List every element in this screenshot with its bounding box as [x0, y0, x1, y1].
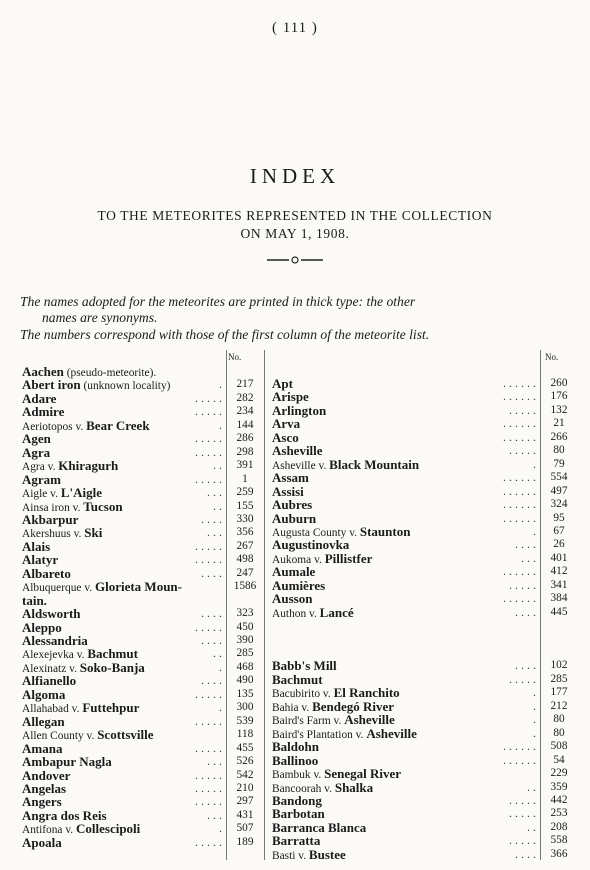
entry-number: 102	[550, 659, 568, 672]
entry-name-synonym: Asheville v.	[272, 459, 330, 472]
entry-name-adopted: Apt	[272, 376, 293, 391]
entry-name-synonym: Allen County v.	[22, 730, 98, 743]
entry-number: 144	[236, 418, 254, 431]
entry-name-adopted: Auburn	[272, 510, 317, 526]
leader-dots: . . . .	[201, 633, 222, 647]
entry-name	[272, 847, 346, 864]
entry-name-adopted: Asheville	[272, 443, 323, 459]
entry-number: 391	[236, 459, 254, 472]
leader-dots: . . . . .	[195, 740, 222, 755]
leader-dots: . . . . .	[509, 806, 536, 821]
entry-number: 21	[553, 417, 565, 430]
entry-name-synonym: Antifona v.	[22, 824, 76, 837]
entry-name-adopted: Bendegó River	[312, 698, 395, 714]
entry-number: 80	[553, 713, 565, 726]
leader-dots: . . .	[207, 525, 222, 540]
entry-number: 539	[236, 714, 254, 727]
entry-number: 208	[550, 820, 568, 833]
leader-dots: . . . . . .	[503, 389, 536, 404]
entry-name-adopted: Algoma	[22, 686, 66, 702]
leader-dots: . . . . .	[195, 780, 222, 795]
leader-dots: . . . . .	[509, 671, 536, 686]
entry-number: 176	[550, 390, 568, 403]
leader-dots: . . . . . .	[503, 429, 536, 444]
entry-number: 210	[236, 781, 254, 794]
entry-number: 217	[236, 378, 254, 391]
entry-number: 26	[553, 538, 565, 551]
entry-name-synonym: Akershuus v.	[22, 528, 85, 541]
entry-name-adopted: Bear Creek	[86, 417, 150, 433]
leader-dots: . . . . . .	[503, 497, 536, 512]
entry-name-synonym: Aeriotopos v.	[22, 420, 87, 433]
entry-name-synonym: Aigle v.	[22, 488, 61, 501]
entry-name-adopted: Angelas	[22, 780, 67, 796]
entry-name-synonym: Aukoma v.	[272, 553, 325, 566]
entry-name-adopted: Ski	[84, 525, 103, 541]
entry-name-adopted: Barbotan	[272, 806, 325, 822]
leader-dots: . .	[213, 498, 222, 513]
leader-dots: . .	[527, 819, 536, 834]
leader-dots: . . .	[207, 485, 222, 500]
entry-name-adopted: Agram	[22, 471, 61, 487]
entry-number: 366	[550, 847, 568, 860]
entry-name-adopted: Senegal River	[324, 766, 402, 782]
entry-name-adopted: Ausson	[272, 591, 313, 607]
entry-name-adopted: Angra dos Reis	[22, 807, 107, 823]
entry-number: 498	[236, 553, 254, 566]
entry-name-adopted: Alatyr	[22, 552, 59, 568]
note-line-1	[20, 294, 415, 326]
leader-dots: .	[533, 725, 536, 740]
entry-name-adopted: Babb's Mill	[272, 658, 337, 674]
entry-name-adopted: Andover	[22, 767, 71, 783]
entry-number: 431	[236, 808, 254, 821]
leader-dots: . . . .	[515, 604, 536, 619]
leader-dots: . . . . . .	[503, 752, 536, 767]
entry-name-adopted: Agra	[22, 444, 51, 460]
entry-name-adopted: tain.	[22, 592, 47, 608]
leader-dots: . . .	[207, 807, 222, 822]
entry-name-adopted: Pillistfer	[324, 550, 373, 566]
entry-name-adopted: Futtehpur	[82, 700, 140, 716]
leader-dots: .	[533, 685, 536, 700]
entry-name-adopted: Admire	[22, 404, 65, 420]
leader-dots: . . . . .	[195, 713, 222, 728]
leader-dots: . . . .	[515, 537, 536, 552]
entry-number: 229	[550, 767, 568, 780]
leader-dots: . . . . .	[195, 767, 222, 782]
entry-number: 384	[550, 592, 568, 605]
leader-dots: . . . . .	[509, 792, 536, 807]
leader-dots: . . . . . .	[503, 416, 536, 431]
entry-name-adopted: Bachmut	[87, 646, 138, 662]
leader-dots: .	[533, 698, 536, 713]
subtitle-line-1: TO THE METEORITES REPRESENTED IN THE COLLECTION	[97, 208, 493, 223]
entry-name-adopted: Albareto	[22, 565, 71, 581]
entry-name-adopted: Black Mountain	[329, 456, 420, 472]
leader-dots: . . . . .	[195, 444, 222, 459]
entry-number: 189	[236, 835, 254, 848]
entry-number: 67	[553, 524, 565, 537]
leader-dots: . .	[213, 646, 222, 661]
entry-number: 526	[236, 755, 254, 768]
entry-name-synonym: Basti v.	[272, 849, 309, 862]
entry-name-adopted: L'Aigle	[60, 485, 102, 501]
leader-dots: . . . .	[201, 565, 222, 580]
entry-name-synonym: (unknown locality)	[80, 380, 171, 393]
entry-number: 132	[550, 403, 568, 416]
entry-name-adopted: Lancé	[319, 604, 354, 620]
entry-name-synonym: (pseudo-meteorite).	[63, 367, 157, 379]
entry-name-synonym: Albuquerque v.	[22, 582, 95, 595]
entry-number: 177	[550, 686, 568, 699]
entry-number: 95	[553, 511, 565, 524]
entry-name-adopted: Ballinoo	[272, 752, 319, 768]
leader-dots: . . . . .	[195, 552, 222, 567]
entry-name-adopted: Aubres	[272, 497, 313, 513]
note-line-1-continuation: names are synonyms.	[42, 310, 158, 326]
leader-dots: . . . . .	[509, 443, 536, 458]
entry-number: 260	[550, 377, 568, 389]
entry-number: 80	[553, 444, 565, 457]
entry-name-adopted: Glorieta Moun-	[94, 579, 182, 595]
entry-name-adopted: Amana	[22, 740, 63, 756]
entry-name-adopted: El Ranchito	[333, 685, 400, 701]
leader-dots: . . . .	[201, 606, 222, 621]
leader-dots: .	[533, 712, 536, 727]
entry-name-adopted: Collescipoli	[76, 821, 141, 837]
leader-dots: .	[219, 659, 222, 674]
entry-name-synonym: Agra v.	[22, 461, 59, 474]
entry-name-synonym: Authon v.	[272, 607, 320, 620]
entry-name-adopted: Aachen	[22, 364, 64, 379]
entry-number: 212	[550, 699, 568, 712]
entry-number: 286	[236, 432, 254, 445]
entry-name-adopted: Bustee	[308, 846, 346, 862]
leader-dots: .	[219, 700, 222, 715]
entry-name-adopted: Barranca Blanca	[272, 819, 367, 835]
entry-name-adopted: Aldsworth	[22, 606, 81, 622]
note-line-2: The numbers correspond with those of the first column of the meteorite list.	[20, 327, 430, 342]
entry-name-adopted: Adare	[22, 390, 57, 406]
entry-number: 508	[550, 740, 568, 753]
leader-dots: .	[219, 821, 222, 836]
number-column-header-left: No.	[228, 352, 242, 362]
entry-name-synonym: Alexinatz v.	[22, 662, 80, 675]
entry-name-adopted: Akbarpur	[22, 511, 79, 527]
entry-number: 297	[236, 795, 254, 808]
entry-number: 442	[550, 793, 568, 806]
entry-name-adopted: Alessandria	[22, 633, 88, 648]
page-number: ( 111 )	[272, 20, 318, 36]
leader-dots: . . . . .	[509, 577, 536, 592]
entry-name-adopted: Arispe	[272, 389, 309, 405]
leader-dots: . . . . .	[195, 538, 222, 553]
leader-dots: . . . . . .	[503, 483, 536, 498]
entry-name-adopted: Tucson	[83, 498, 123, 514]
leader-dots: . . .	[207, 754, 222, 769]
entry-name-adopted: Staunton	[359, 523, 411, 539]
entry-name-adopted: Aumale	[272, 564, 316, 580]
entry-name-adopted: Ambapur Nagla	[22, 754, 112, 770]
index-entry	[0, 847, 590, 862]
leader-dots: . . . . .	[509, 402, 536, 417]
entry-name-adopted: Aleppo	[22, 619, 62, 635]
entry-name-adopted: Angers	[22, 794, 62, 810]
leader-dots: .	[533, 456, 536, 471]
leader-dots: .	[219, 417, 222, 432]
entry-number: 234	[236, 405, 254, 418]
entry-number: 341	[550, 578, 568, 591]
entry-name-synonym: Augusta County v.	[272, 526, 360, 539]
entry-number: 135	[236, 687, 254, 700]
leader-dots: . . . .	[201, 511, 222, 526]
entry-name-adopted: Asheville	[366, 725, 417, 741]
subtitle-line-2: ON MAY 1, 1908.	[240, 226, 350, 241]
entry-number: 285	[550, 672, 568, 685]
entry-number: 490	[236, 674, 254, 687]
entry-name-synonym: Bambuk v.	[272, 769, 325, 782]
entry-name-synonym: Ainsa iron v.	[22, 501, 84, 514]
entry-name-synonym: Bacubirito v.	[272, 688, 334, 701]
leader-dots: . . . . . .	[503, 564, 536, 579]
entry-number: 455	[236, 741, 254, 754]
leader-dots: . . . .	[515, 658, 536, 673]
leader-dots: . .	[527, 779, 536, 794]
entry-number: 390	[236, 634, 254, 646]
entry-number: 323	[236, 607, 254, 620]
entry-name-adopted: Soko-Banja	[79, 659, 145, 675]
entry-name-synonym: Alexejevka v.	[22, 649, 88, 662]
leader-dots: . . . . .	[195, 834, 222, 849]
entry-name-adopted: Khiragurh	[58, 458, 119, 474]
entry-number: 247	[236, 566, 254, 579]
leader-dots: .	[533, 523, 536, 538]
entry-name-adopted: Aumières	[272, 577, 326, 593]
entry-number: 468	[236, 660, 254, 673]
entry-name-adopted: Alfianello	[22, 673, 77, 689]
entry-number: 412	[550, 565, 568, 578]
entry-number: 259	[236, 486, 254, 499]
leader-dots: . . . . .	[195, 390, 222, 405]
entry-number: 401	[550, 551, 568, 564]
entry-number: 542	[236, 768, 254, 781]
entry-number: 267	[236, 539, 254, 552]
entry-number: 507	[236, 822, 254, 835]
entry-name-adopted: Alais	[22, 538, 51, 554]
entry-number: 253	[550, 807, 568, 820]
entry-name-adopted: Baldohn	[272, 739, 319, 755]
entry-number: 285	[236, 647, 254, 660]
entry-name-adopted: Agen	[22, 431, 51, 447]
entry-number: 330	[236, 512, 254, 525]
leader-dots: . . .	[521, 550, 536, 565]
entry-name-adopted: Bachmut	[272, 671, 323, 687]
entry-name-synonym: Allahabad v.	[22, 703, 83, 716]
entry-name-adopted: Allegan	[22, 713, 65, 729]
leader-dots: . . . . .	[195, 431, 222, 446]
entry-number: 324	[550, 498, 568, 511]
entry-name-adopted: Bandong	[272, 792, 322, 808]
entry-number: 554	[550, 471, 568, 484]
index-title: INDEX	[249, 164, 341, 188]
entry-number: 1586	[233, 580, 257, 593]
leader-dots: . . . . .	[509, 833, 536, 848]
entry-number: 356	[236, 526, 254, 539]
entry-number: 298	[236, 445, 254, 458]
entry-number: 300	[236, 701, 254, 714]
entry-number: 54	[553, 753, 565, 766]
entry-name-synonym: Bancoorah v.	[272, 782, 335, 795]
entry-name-adopted: Scottsville	[97, 727, 154, 743]
note-line-1-text: The names adopted for the meteorites are printed in thick type: the other	[20, 294, 416, 309]
entry-name-adopted: Asco	[272, 429, 299, 445]
entry-name-adopted: Apoala	[22, 834, 62, 850]
entry-number: 1	[242, 472, 248, 485]
entry-number: 155	[236, 499, 254, 512]
leader-dots: . . . . .	[195, 619, 222, 634]
leader-dots: .	[219, 377, 222, 392]
entry-number: 282	[236, 391, 254, 404]
entry-number: 266	[550, 430, 568, 443]
number-column-header-right: No.	[545, 352, 559, 362]
entry-number: 445	[550, 605, 568, 618]
entry-name-adopted: Abert iron	[22, 377, 81, 393]
entry-name-adopted: Arlington	[272, 402, 327, 418]
leader-dots: . .	[213, 458, 222, 473]
leader-dots: . . . . . .	[503, 470, 536, 485]
leader-dots: . . . . . .	[503, 376, 536, 390]
leader-dots: . . . .	[515, 846, 536, 861]
entry-name-adopted: Augustinovka	[272, 537, 350, 553]
leader-dots: . . . . . .	[503, 591, 536, 606]
entry-name-adopted: Asheville	[344, 712, 395, 728]
entry-number: 80	[553, 726, 565, 739]
entry-name-adopted: Assam	[272, 470, 309, 486]
leader-dots: . . . . . .	[503, 510, 536, 525]
leader-dots: . . . . .	[195, 471, 222, 486]
ornament-rule	[265, 254, 325, 266]
entry-name-adopted: Shalka	[334, 779, 374, 795]
entry-number: 118	[236, 728, 254, 741]
leader-dots: . . . . .	[195, 794, 222, 809]
leader-dots: . . . .	[201, 673, 222, 688]
entry-name-adopted: Assisi	[272, 483, 304, 499]
entry-name-synonym: Baird's Plantation v.	[272, 728, 367, 741]
entry-name-synonym: Baird's Farm v.	[272, 715, 345, 728]
entry-number: 558	[550, 834, 568, 847]
entry-number: 450	[236, 620, 254, 633]
entry-number: 359	[550, 780, 568, 793]
leader-dots: . . . . .	[195, 404, 222, 419]
leader-dots: . . . . .	[195, 686, 222, 701]
entry-number: 497	[550, 484, 568, 497]
leader-dots: . . . . . .	[503, 739, 536, 754]
entry-name-adopted: Arva	[272, 416, 301, 432]
entry-name-synonym: Bahia v.	[272, 701, 313, 714]
entry-name-adopted: Barratta	[272, 833, 321, 849]
entry-number: 79	[553, 457, 565, 470]
